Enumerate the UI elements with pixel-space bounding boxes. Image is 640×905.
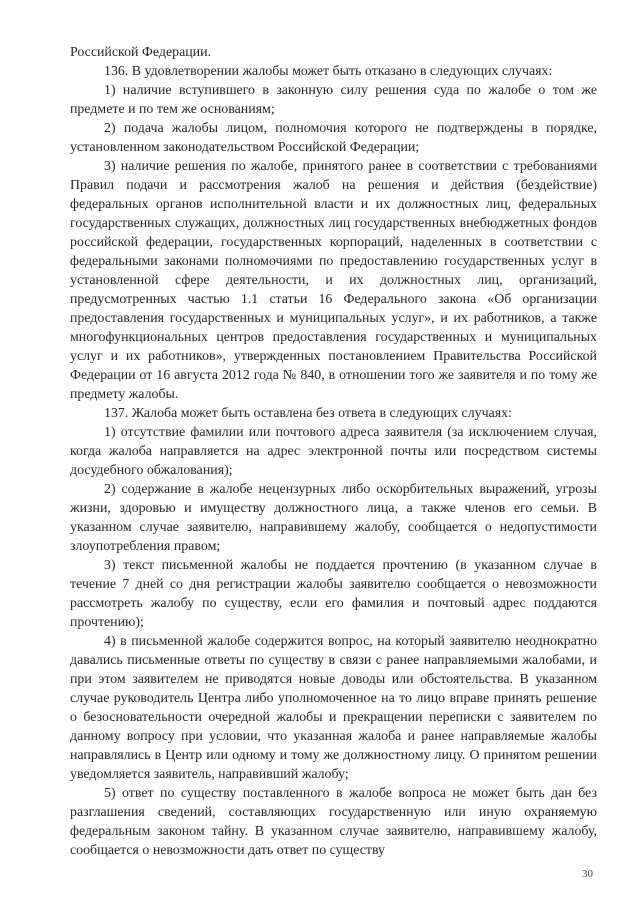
paragraph-136-item-3: 3) наличие решения по жалобе, принятого ранее в соответствии с требованиями Правил подачи и рассмотрения жалоб на решения и действия (бездействие) федеральных органов исполнительной власти и их должностных лиц, федеральных государственных служащих, должностных лиц государственных внебюджетных фондов российской федерации, государственных корпораций, наделенных в соответствии с федеральными законами полномочиями по предоставлению государственных услуг в установленной сфере деятельности, и их должностных лиц, организаций, предусмотренных частью 1.1 статьи 16 Федерального закона «Об организации предоставления государственных и муниципальных услуг», и их работников, а также многофункциональных центров предоставления государственных и муниципальных услуг и их работников», утвержденных постановлением Правительства Российской Федерации от 16 августа 2012 года № 840, в отношении того же заявителя и по тому же предмету жалобы. <box>70 159 597 402</box>
page-number: 30 <box>582 868 593 880</box>
paragraph-137-item-4: 4) в письменной жалобе содержится вопрос, на который заявителю неоднократно давались письменные ответы по существу в связи с ранее направляемыми жалобами, и при этом заявителем не приводятся новые доводы или обстоятельства. В указанном случае руководитель Центра либо уполномоченное на то лицо вправе принять решение о безосновательности очередной жалобы и прекращении переписки с заявителем по данному вопросу при условии, что указанная жалоба и ранее направляемые жалобы направлялись в Центр или одному и тому же должностному лицу. О принятом решении уведомляется заявитель, направивший жалобу; <box>70 634 597 782</box>
paragraph-137-item-5: 5) ответ по существу поставленного в жалобе вопроса не может быть дан без разглашения сведений, составляющих государственную или иную охраняемую федеральным законом тайну. В указанном случае заявителю, направившему жалобу, сообщается о невозможности дать ответ по существу <box>70 786 597 858</box>
paragraph-137-item-1: 1) отсутствие фамилии или почтового адреса заявителя (за исключением случая, когда жалоба направляется на адрес электронной почты или посредством системы досудебного обжалования); <box>70 425 597 478</box>
paragraph-136-heading: 136. В удовлетворении жалобы может быть отказано в следующих случаях: <box>104 64 553 79</box>
paragraph-137-heading: 137. Жалоба может быть оставлена без ответа в следующих случаях: <box>104 406 512 421</box>
paragraph-137-item-3: 3) текст письменной жалобы не поддается прочтению (в указанном случае в течение 7 дней со дня регистрации жалобы заявителю сообщается о невозможности рассмотреть жалобу по существу, если его фамилия и почтовый адрес поддаются прочтению); <box>70 558 597 630</box>
paragraph-136-item-1: 1) наличие вступившего в законную силу решения суда по жалобе о том же предмете и по тем же основаниям; <box>70 83 597 117</box>
document-page <box>70 43 597 860</box>
paragraph-continuation: Российской Федерации. <box>70 45 212 60</box>
paragraph-136-item-2: 2) подача жалобы лицом, полномочия которого не подтверждены в порядке, установленном законодательством Российской Федерации; <box>70 121 597 155</box>
paragraph-137-item-2: 2) содержание в жалобе нецензурных либо оскорбительных выражений, угрозы жизни, здоровью и имуществу должностного лица, а также членов его семьи. В указанном случае заявителю, направившему жалобу, сообщается о недопустимости злоупотребления правом; <box>70 482 597 554</box>
